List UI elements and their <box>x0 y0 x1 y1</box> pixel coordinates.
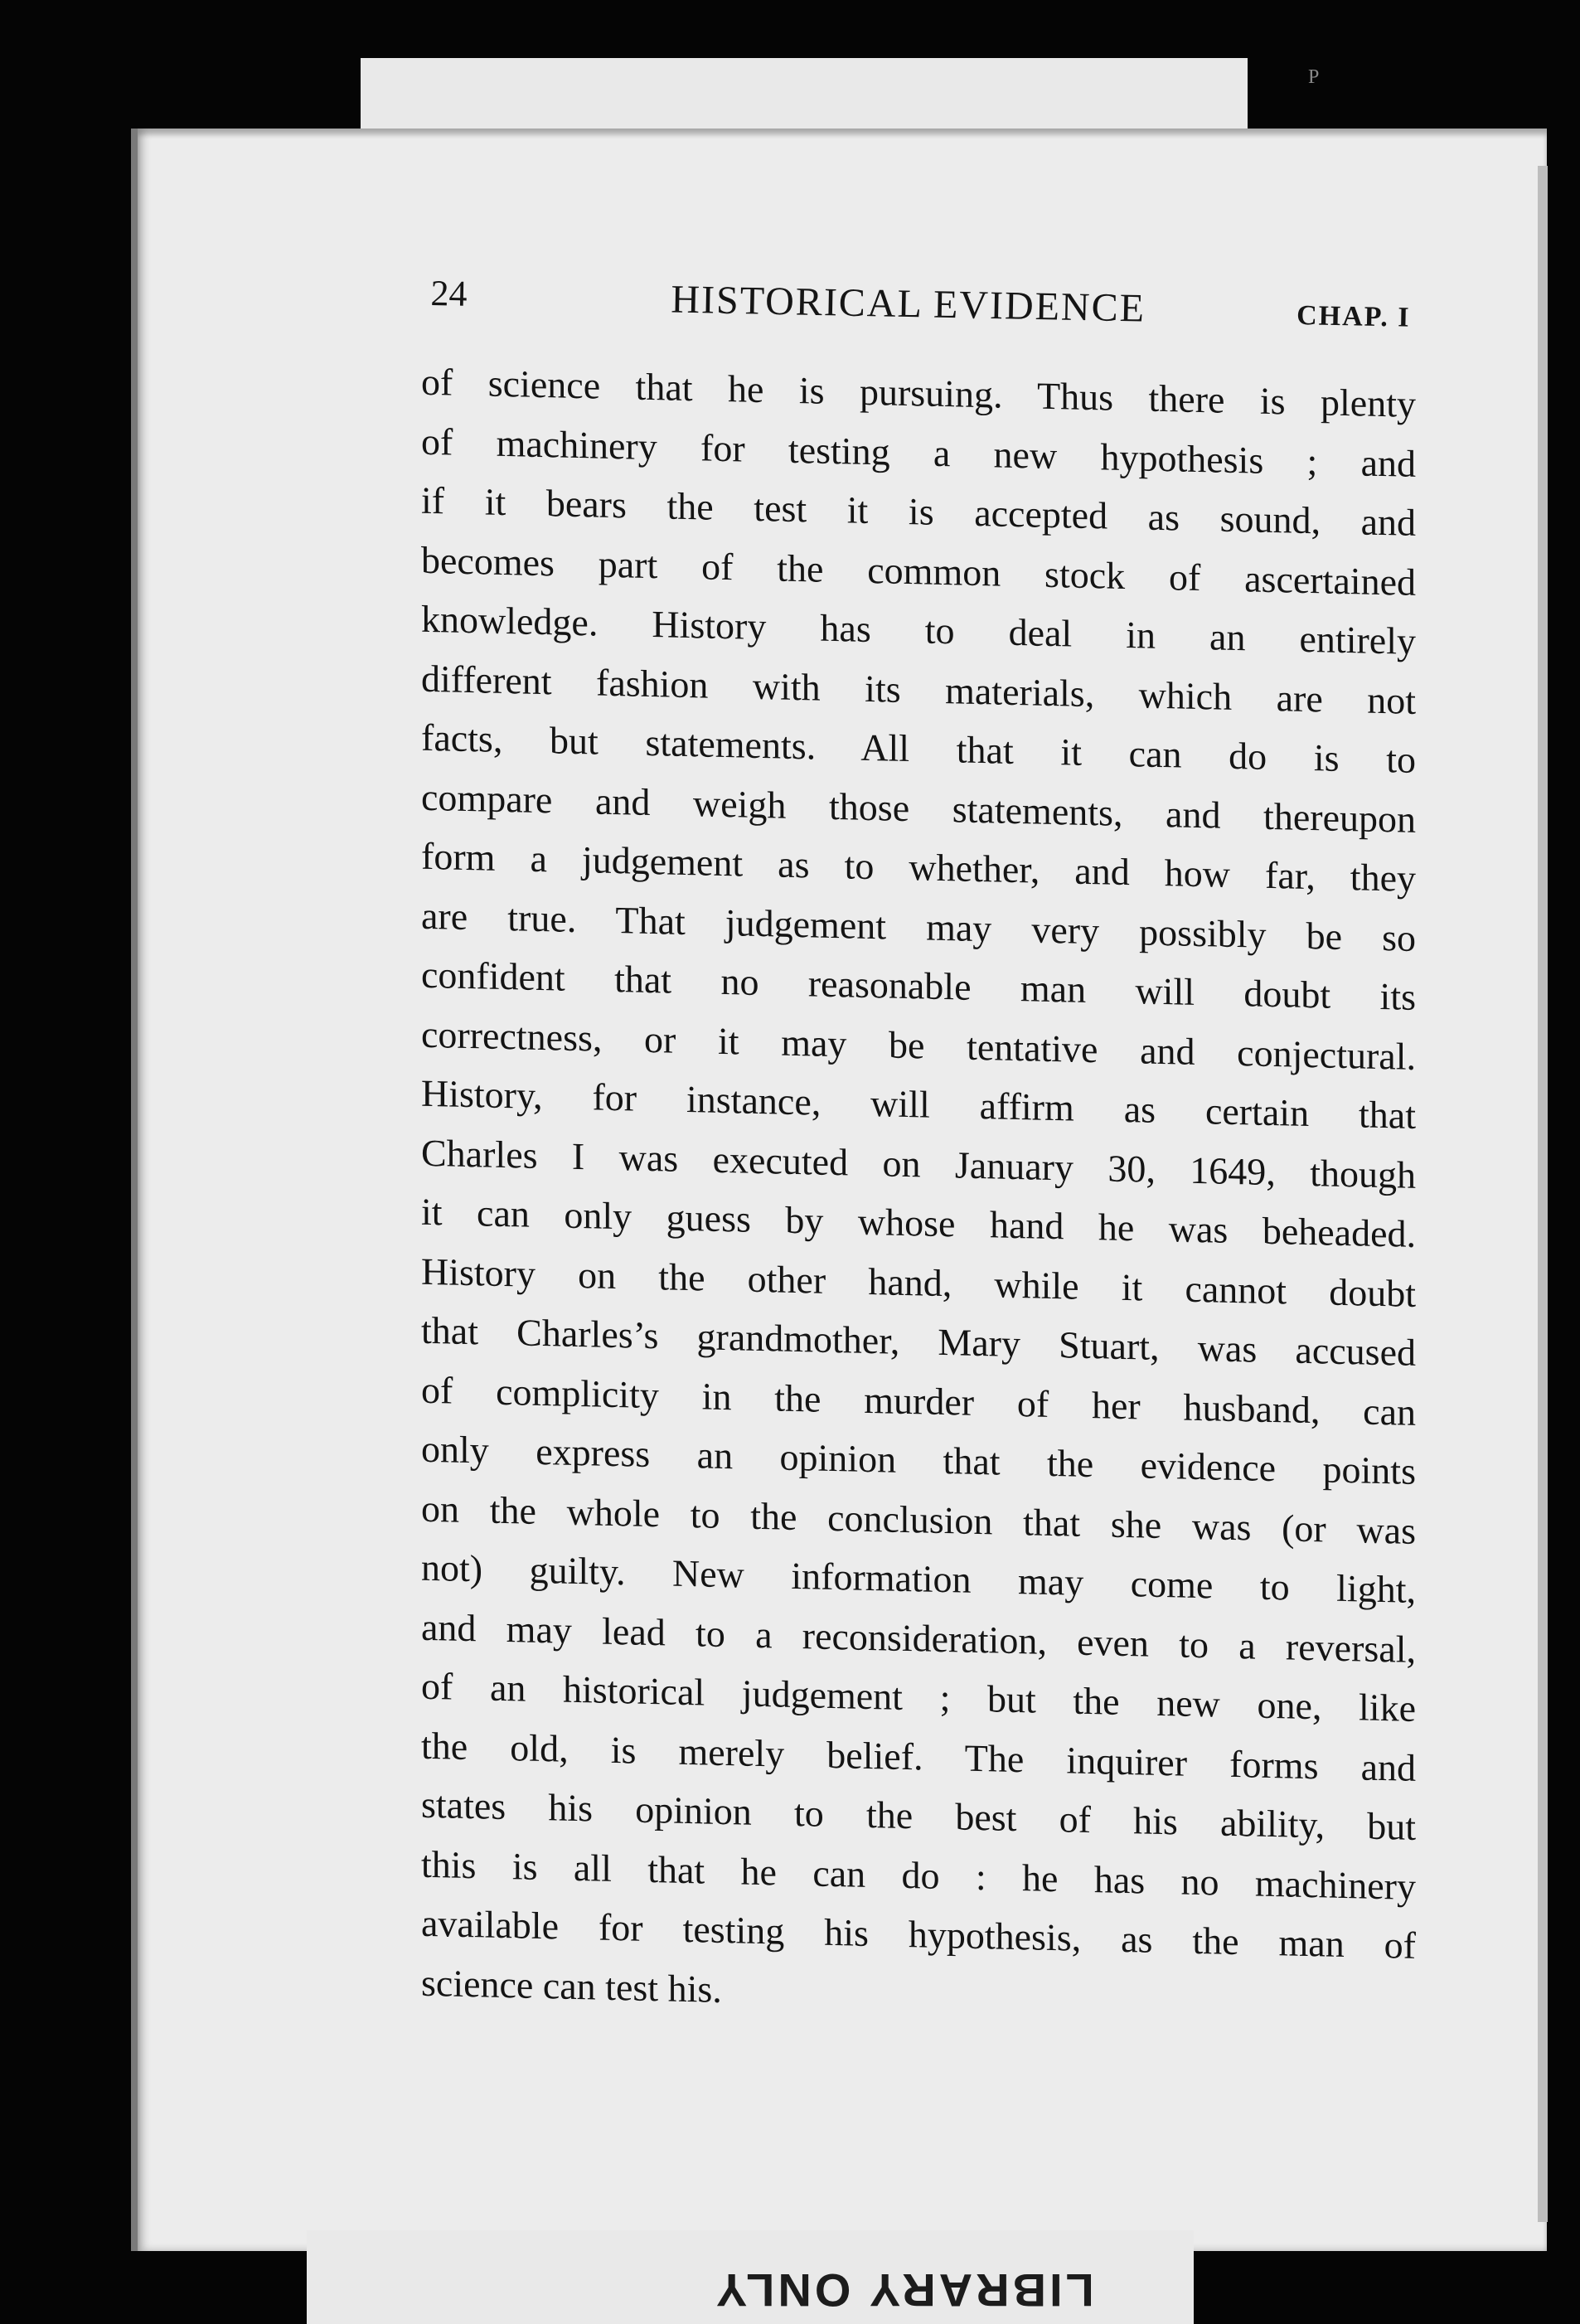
page-edge <box>1538 166 1548 2222</box>
text-line: knowledge. History has to deal in an entirely <box>421 597 1416 662</box>
text-line: Charles I was executed on January 30, 1649, though <box>421 1131 1416 1196</box>
text-line: form a judgement as to whether, and how far, they <box>421 834 1416 900</box>
chapter-label: CHAP. I <box>1296 300 1411 333</box>
text-line: of machinery for testing a new hypothesis ; and <box>421 420 1416 485</box>
page-number: 24 <box>430 272 468 314</box>
text-line: History, for instance, will affirm as certain that <box>421 1071 1416 1137</box>
text-line: it can only guess by whose hand he was beheaded. <box>421 1190 1416 1255</box>
text-line: becomes part of the common stock of ascertained <box>421 538 1416 604</box>
body-text <box>421 352 1416 2050</box>
text-line: science can test his. <box>421 1961 722 2011</box>
text-line: facts, but statements. All that it can do is to <box>421 716 1416 781</box>
text-line: different fashion with its materials, which are not <box>421 657 1416 722</box>
text-line: and may lead to a reconsideration, even to a reversal, <box>421 1605 1416 1671</box>
text-line: states his opinion to the best of his ability, but <box>421 1783 1416 1848</box>
text-line: are true. That judgement may very possibly be so <box>421 894 1416 959</box>
corner-mark: P <box>1308 66 1320 88</box>
text-line: on the whole to the conclusion that she was (or was <box>421 1487 1416 1552</box>
text-line: compare and weigh those statements, and thereupon <box>421 775 1416 841</box>
text-line: correctness, or it may be tentative and conjectural. <box>421 1012 1416 1078</box>
text-line: that Charles’s grandmother, Mary Stuart, was accused <box>421 1308 1416 1374</box>
text-line: the old, is merely belief. The inquirer forms and <box>421 1724 1416 1789</box>
text-line: this is all that he can do : he has no machinery <box>421 1842 1416 1908</box>
running-title: HISTORICAL EVIDENCE <box>670 277 1146 331</box>
text-line: if it bears the test it is accepted as sound, and <box>421 478 1416 544</box>
text-line: History on the other hand, while it cannot doubt <box>421 1249 1416 1315</box>
text-line: of complicity in the murder of her husband, can <box>421 1368 1416 1434</box>
library-stamp: LIBRARY ONLY <box>713 2264 1094 2317</box>
text-line: of an historical judgement ; but the new one, like <box>421 1664 1416 1730</box>
text-line: confident that no reasonable man will doubt its <box>421 953 1416 1018</box>
text-line: available for testing his hypothesis, as the man of <box>421 1901 1416 1967</box>
text-line: only express an opinion that the evidence points <box>421 1427 1416 1492</box>
text-line: not) guilty. New information may come to light, <box>421 1545 1416 1611</box>
text-line: of science that he is pursuing. Thus there is plenty <box>421 360 1416 425</box>
